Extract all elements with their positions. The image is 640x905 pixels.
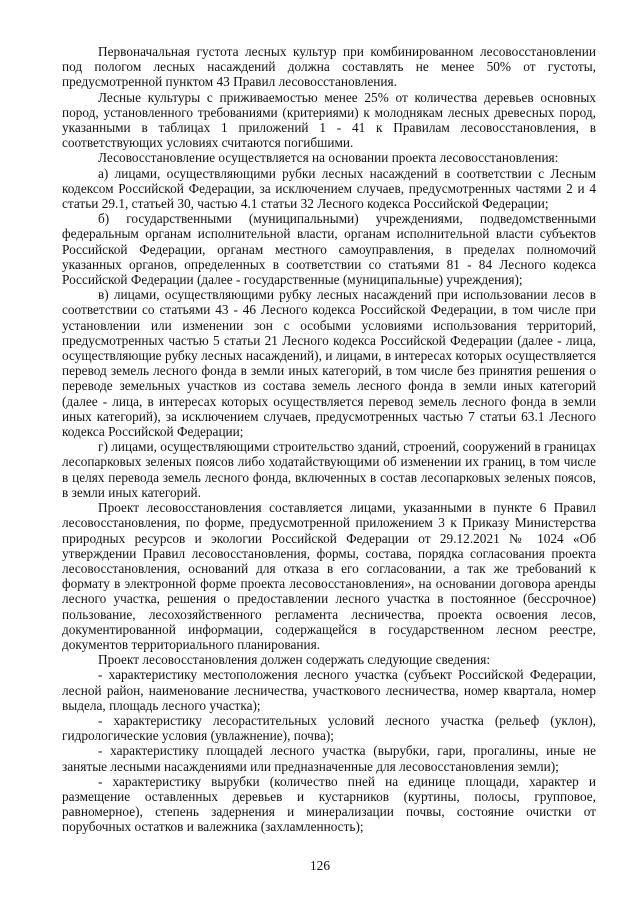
paragraph-project-contents: Проект лесовосстановления должен содержать следующие сведения: [98,652,491,668]
list-item-location: - характеристику местоположения лесного участка (субъект Российской Федерации, лесной район, наименование лесничества, участкового лесничества, номер квартала, номер выдела, площадь лесного участка); [62,667,596,713]
list-item-growing-conditions: - характеристику лесорастительных условий лесного участка (рельеф (уклон), гидрологические условия (увлажнение), почва); [62,712,596,744]
list-item-clearing: - характеристику вырубки (количество пней на единице площади, характер и размещение оставленных деревьев и кустарников (куртины, полосы, групповое, равномерное), степень задернения и минерализации почвы, состояние очистки от порубочных остатков и валежника (захламленность); [62,773,596,835]
paragraph-item-a: а) лицами, осуществляющими рубки лесных насаждений в соответствии с Лесным кодексом Российской Федерации, за исключением случаев, предусмотренных частями 2 и 4 статьи 29.1, статьей 30, частью 4.1 статьи 32 Лесного кодекса Российской Федерации; [62,165,596,212]
page-number: 126 [310,858,330,873]
paragraph-project-basis: Лесовосстановление осуществляется на основании проекта лесовосстановления: [98,150,559,166]
document-body [62,44,596,835]
paragraph-survival-rate: Лесные культуры с приживаемостью менее 25% от количества деревьев основных пород, установленного требованиями (критериями) к молоднякам лесных древесных пород, указанными в таблицах 1 приложений 1 - 41 к Правилам лесовосстановления, в соответствующих условиях считаются погибшими. [62,89,596,151]
paragraph-item-g: г) лицами, осуществляющими строительство зданий, строений, сооружений в границах лесопарковых зеленых поясов либо ходатайствующими об изменении их границ, в том числе в целях перевода земель лесного фонда, включенных в состав лесопарковых зеленых поясов, в земли иных категорий. [62,439,596,500]
paragraph-project-composition: Проект лесовосстановления составляется лицами, указанными в пункте 6 Правил лесовосстановления, по форме, предусмотренной приложением 3 к Приказу Министерства природных ресурсов и экологии Российской Федерации от 29.12.2021 № 1024 «Об утверждении Правил лесовосстановления, формы, состава, порядка согласования проекта лесовосстановления, оснований для отказа в его согласовании, а так же требований к формату в электронной форме проекта лесовосстановления», на основании договора аренды лесного участка, решения о предоставлении лесного участка в постоянное (бессрочное) пользование, лесохозяйственного регламента лесничества, проекта освоения лесов, документированной информации, содержащейся в государственном лесном реестре, документов территориального планирования. [62,500,596,652]
list-item-areas: - характеристику площадей лесного участка (вырубки, гари, прогалины, иные не занятые лесными насаждениями или предназначенные для лесовосстановления земли); [62,743,596,774]
paragraph-item-v: в) лицами, осуществляющими рубку лесных насаждений при использовании лесов в соответствии со статьями 43 - 46 Лесного кодекса Российской Федерации, в том числе при установлении или изменении зон с особыми условиями использования территорий, предусмотренных частью 5 статьи 21 Лесного кодекса Российской Федерации (далее - лица, осуществляющие рубку лесных насаждений), и лицами, в интересах которых осуществляется перевод земель лесного фонда в земли иных категорий, в том числе без принятия решения о переводе земельных участков из состава земель лесного фонда в земли иных категорий (далее - лица, в интересах которых осуществляется перевод земель лесного фонда в земли иных категорий), за исключением случаев, предусмотренных частью 7 статьи 63.1 Лесного кодекса Российской Федерации; [62,287,596,440]
paragraph-initial-density: Первоначальная густота лесных культур при комбинированном лесовосстановлении под пологом лесных насаждений должна составлять не менее 50% от густоты, предусмотренной пунктом 43 Правил лесовосстановления. [62,44,596,90]
paragraph-item-b: б) государственными (муниципальными) учреждениями, подведомственными федеральным органам исполнительной власти, органам исполнительной власти субъектов Российской Федерации, органам местного самоуправления, в пределах полномочий указанных органов, определенных в соответствии со статьями 81 - 84 Лесного кодекса Российской Федерации (далее - государственные (муниципальные) учреждения); [62,211,596,288]
